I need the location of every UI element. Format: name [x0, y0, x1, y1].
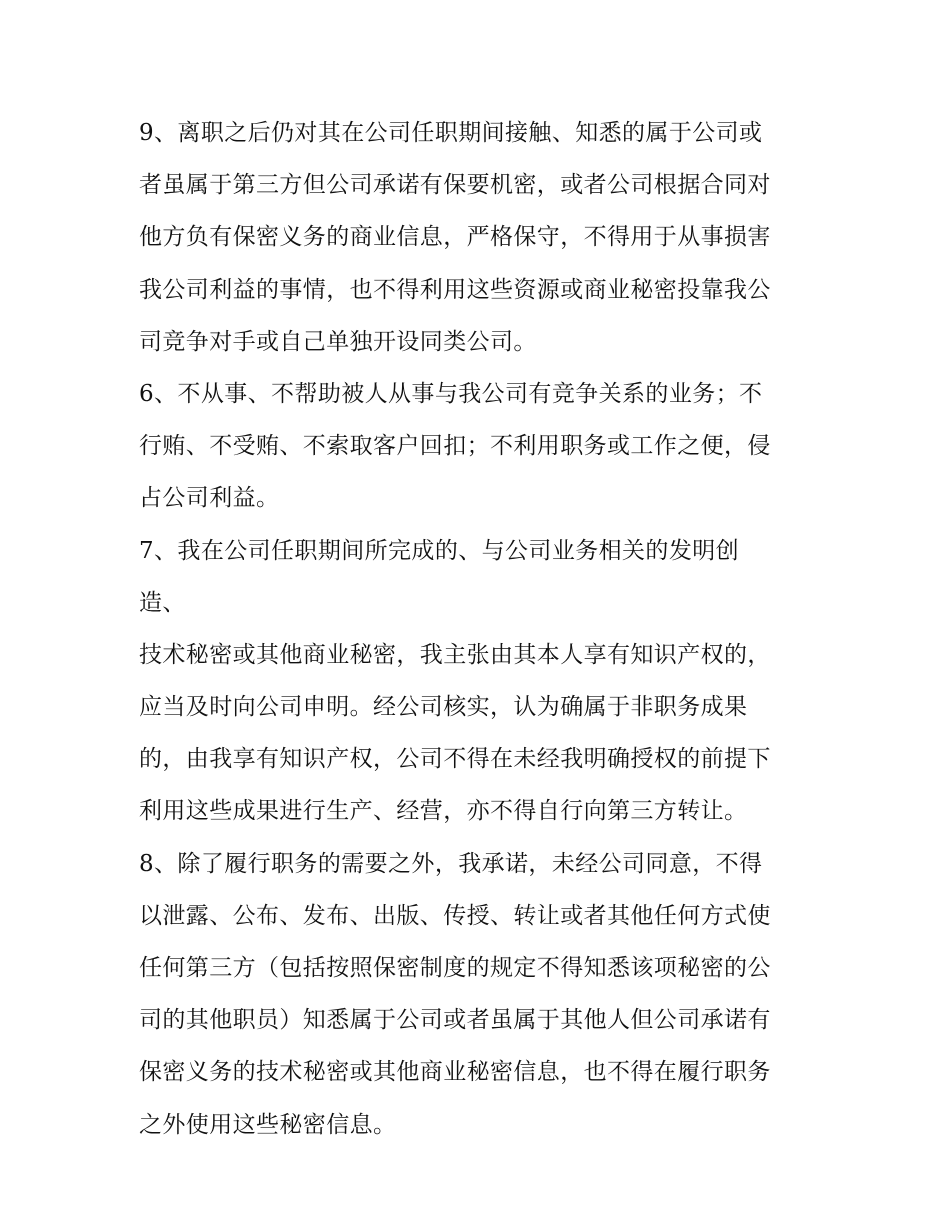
text-line: 利用这些成果进行生产、经营，亦不得自行向第三方转让。 [139, 798, 748, 825]
text-line: 之外使用这些秘密信息。 [139, 1111, 397, 1138]
text-line: 7、我在公司任职期间所完成的、与公司业务相关的发明创 [139, 537, 740, 564]
text-line: 司竞争对手或自己单独开设同类公司。 [139, 328, 537, 355]
text-line: 保密义务的技术秘密或其他商业秘密信息，也不得在履行职务 [139, 1059, 771, 1086]
text-line: 应当及时向公司申明。经公司核实，认为确属于非职务成果 [139, 694, 748, 721]
text-line: 技术秘密或其他商业秘密，我主张由其本人享有知识产权的， [139, 641, 771, 668]
text-line: 我公司利益的事情，也不得利用这些资源或商业秘密投靠我公 [139, 276, 771, 303]
text-line: 占公司利益。 [139, 485, 280, 512]
text-line: 任何第三方（包括按照保密制度的规定不得知悉该项秘密的公 [139, 955, 771, 981]
text-line: 以泄露、公布、发布、出版、传授、转让或者其他任何方式使 [139, 902, 771, 929]
text-line: 司的其他职员）知悉属于公司或者虽属于其他人但公司承诺有 [139, 1007, 771, 1034]
text-line: 的，由我享有知识产权，公司不得在未经我明确授权的前提下 [139, 746, 771, 773]
text-line: 8、除了履行职务的需要之外，我承诺，未经公司同意，不得 [139, 850, 763, 877]
text-line: 9、离职之后仍对其在公司任职期间接触、知悉的属于公司或 [139, 120, 763, 146]
text-line: 行贿、不受贿、不索取客户回扣；不利用职务或工作之便，侵 [139, 433, 771, 460]
text-line: 造、 [139, 589, 186, 616]
text-line: 者虽属于第三方但公司承诺有保要机密，或者公司根据合同对 [139, 172, 771, 199]
text-line: 6、不从事、不帮助被人从事与我公司有竞争关系的业务；不 [139, 380, 763, 407]
document-body [139, 107, 819, 1151]
text-line: 他方负有保密义务的商业信息，严格保守，不得用于从事损害 [139, 224, 771, 251]
